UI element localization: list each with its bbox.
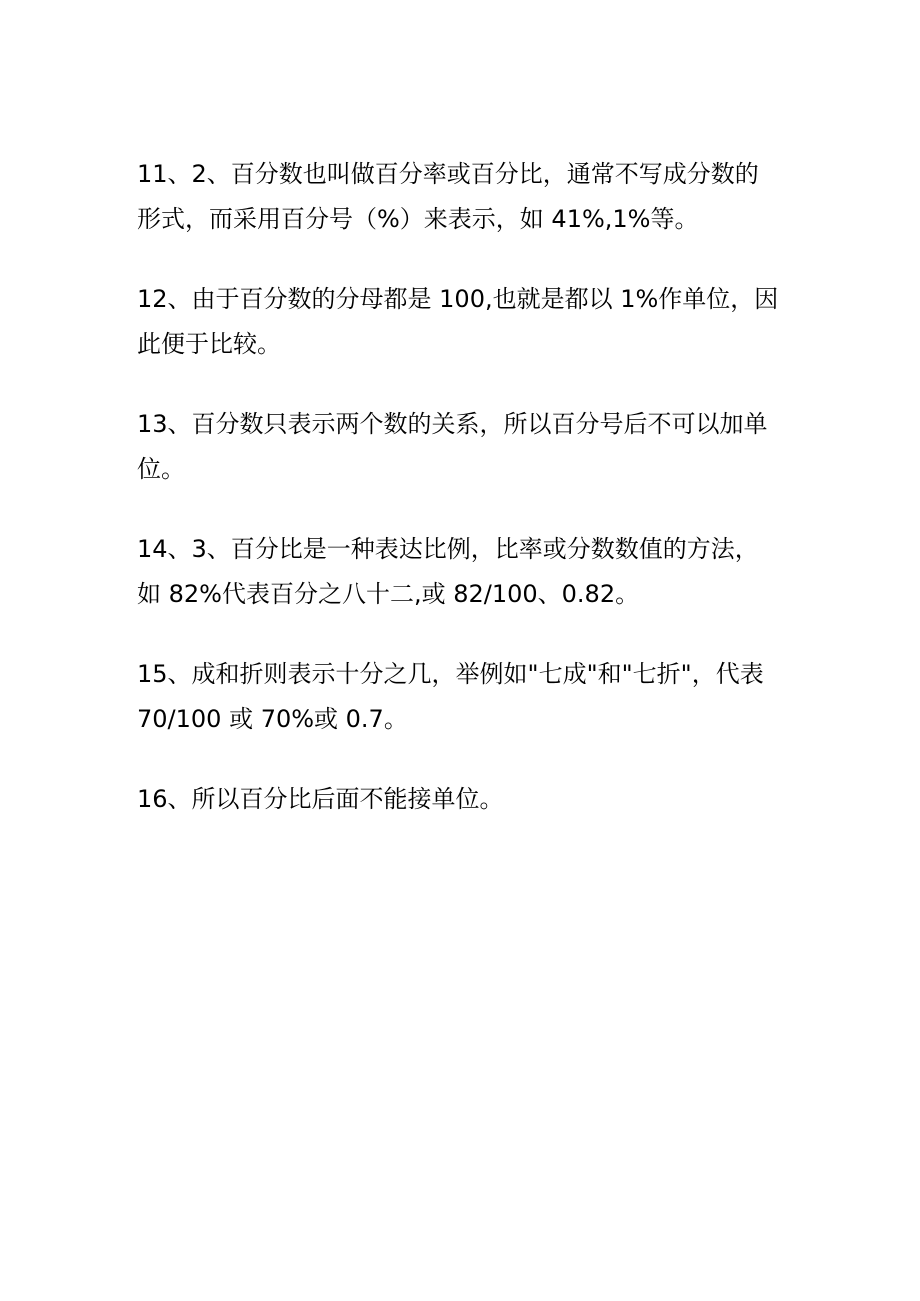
paragraph-11: [137, 152, 787, 242]
paragraph-line: 11、2、百分数也叫做百分率或百分比，通常不写成分数的: [137, 160, 759, 188]
paragraph-15: [137, 652, 787, 742]
paragraph-line: 12、由于百分数的分母都是 100,也就是都以 1%作单位，因: [137, 285, 779, 313]
paragraph-line: 70/100 或 70%或 0.7。: [137, 705, 408, 733]
paragraph-12: [137, 277, 787, 367]
paragraph-line: 位。: [137, 455, 185, 483]
document-body: [137, 152, 787, 857]
paragraph-14: [137, 527, 787, 617]
paragraph-line: 如 82%代表百分之八十二,或 82/100、0.82。: [137, 580, 640, 608]
paragraph-line: 13、百分数只表示两个数的关系，所以百分号后不可以加单: [137, 410, 768, 438]
paragraph-line: 形式，而采用百分号（%）来表示，如 41%,1%等。: [137, 205, 699, 233]
paragraph-16: [137, 777, 787, 822]
paragraph-line: 16、所以百分比后面不能接单位。: [137, 785, 504, 813]
paragraph-13: [137, 402, 787, 492]
paragraph-line: 此便于比较。: [137, 330, 281, 358]
paragraph-line: 15、成和折则表示十分之几，举例如"七成"和"七折"，代表: [137, 660, 764, 688]
paragraph-line: 14、3、百分比是一种表达比例，比率或分数数值的方法，: [137, 535, 759, 563]
